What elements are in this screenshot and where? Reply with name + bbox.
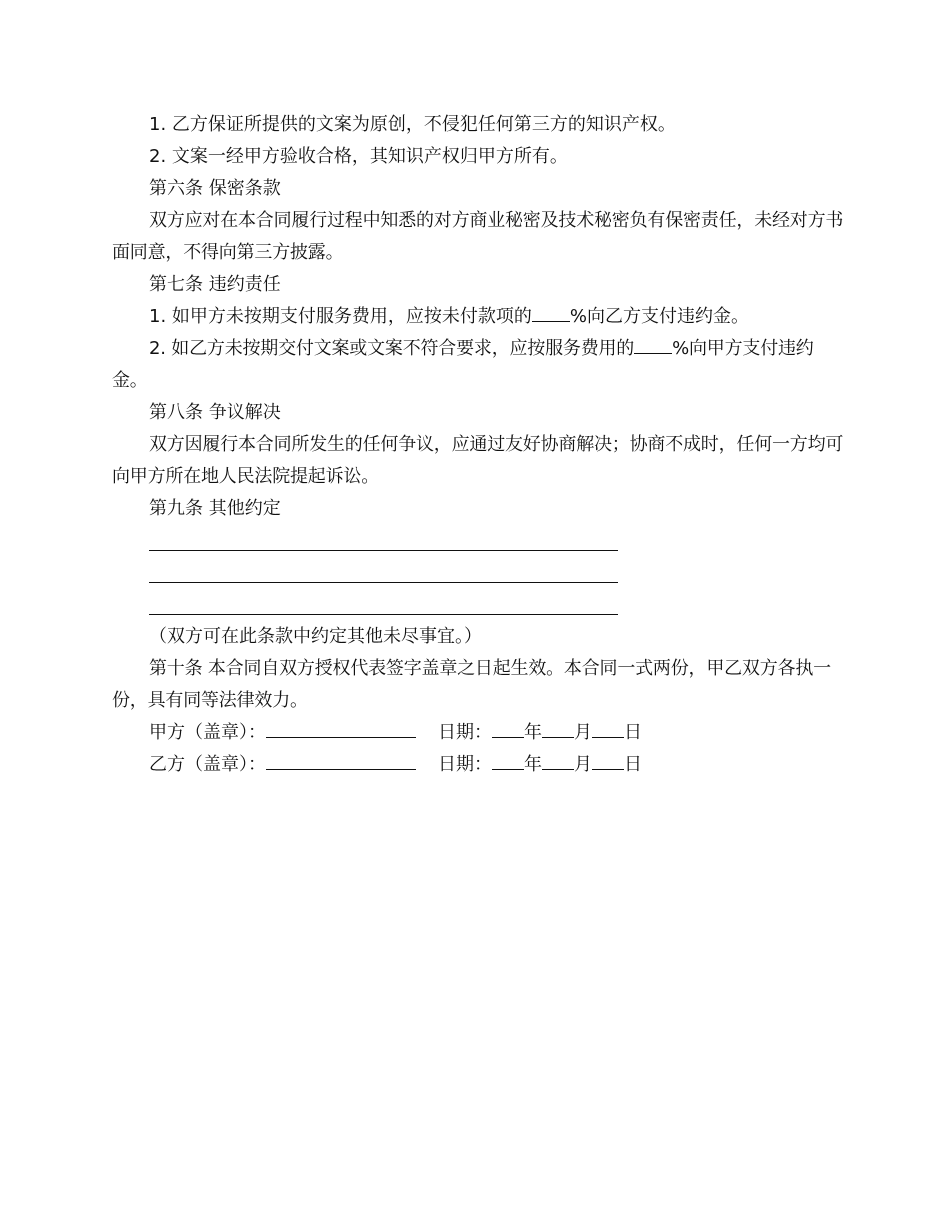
article-6-body: 双方应对在本合同履行过程中知悉的对方商业秘密及技术秘密负有保密责任，未经对方书面同意，不得向第三方披露。 bbox=[112, 210, 844, 263]
ip-clause-2: 2. 文案一经甲方验收合格，其知识产权归甲方所有。 bbox=[149, 146, 568, 167]
party-b-day-blank[interactable] bbox=[592, 751, 624, 770]
party-b-month-blank[interactable] bbox=[542, 751, 574, 770]
party-a-date-label: 日期： bbox=[438, 722, 492, 743]
party-b-label: 乙方（盖章）： bbox=[149, 754, 266, 775]
party-b-signature-row bbox=[149, 749, 847, 781]
percent-blank-2[interactable] bbox=[634, 335, 672, 354]
party-b-month-label: 月 bbox=[574, 754, 592, 775]
party-b-signature-blank[interactable] bbox=[266, 751, 416, 770]
article-10: 第十条 本合同自双方授权代表签字盖章之日起生效。本合同一式两份，甲乙双方各执一份，具有同等法律效力。 bbox=[112, 658, 831, 711]
article-7-clause-1-post: %向乙方支付违约金。 bbox=[569, 306, 750, 327]
percent-blank-1[interactable] bbox=[532, 303, 570, 322]
party-b-date-label: 日期： bbox=[438, 754, 492, 775]
article-7-clause-1 bbox=[112, 301, 847, 333]
party-a-month-blank[interactable] bbox=[542, 719, 574, 738]
party-a-month-label: 月 bbox=[574, 722, 592, 743]
party-a-signature-blank[interactable] bbox=[266, 719, 416, 738]
party-a-label: 甲方（盖章）： bbox=[149, 722, 266, 743]
article-6-title: 第六条 保密条款 bbox=[149, 178, 281, 199]
ip-clause-1: 1. 乙方保证所提供的文案为原创，不侵犯任何第三方的知识产权。 bbox=[149, 114, 676, 135]
other-terms-line-1[interactable] bbox=[149, 525, 618, 557]
article-8-title: 第八条 争议解决 bbox=[149, 402, 281, 423]
party-b-year-label: 年 bbox=[524, 754, 542, 775]
party-a-signature-row bbox=[149, 717, 847, 749]
party-a-day-label: 日 bbox=[624, 722, 642, 743]
party-a-year-label: 年 bbox=[524, 722, 542, 743]
article-7-clause-2 bbox=[112, 333, 847, 397]
other-terms-line-2[interactable] bbox=[149, 557, 618, 589]
party-a-year-blank[interactable] bbox=[492, 719, 524, 738]
other-terms-line-3[interactable] bbox=[149, 589, 618, 621]
contract-page bbox=[112, 109, 847, 781]
party-b-year-blank[interactable] bbox=[492, 751, 524, 770]
article-7-clause-2-pre: 2. 如乙方未按期交付文案或文案不符合要求，应按服务费用的 bbox=[149, 338, 635, 359]
article-7-title: 第七条 违约责任 bbox=[149, 274, 281, 295]
party-a-day-blank[interactable] bbox=[592, 719, 624, 738]
article-7-clause-2-post: %向甲方支付违约金。 bbox=[112, 338, 814, 391]
article-7-clause-1-pre: 1. 如甲方未按期支付服务费用，应按未付款项的 bbox=[149, 306, 532, 327]
article-9-title: 第九条 其他约定 bbox=[149, 498, 281, 519]
article-8-body: 双方因履行本合同所发生的任何争议，应通过友好协商解决；协商不成时，任何一方均可向甲方所在地人民法院提起诉讼。 bbox=[112, 434, 844, 487]
article-9-note: （双方可在此条款中约定其他未尽事宜。） bbox=[149, 626, 482, 647]
party-b-day-label: 日 bbox=[624, 754, 642, 775]
